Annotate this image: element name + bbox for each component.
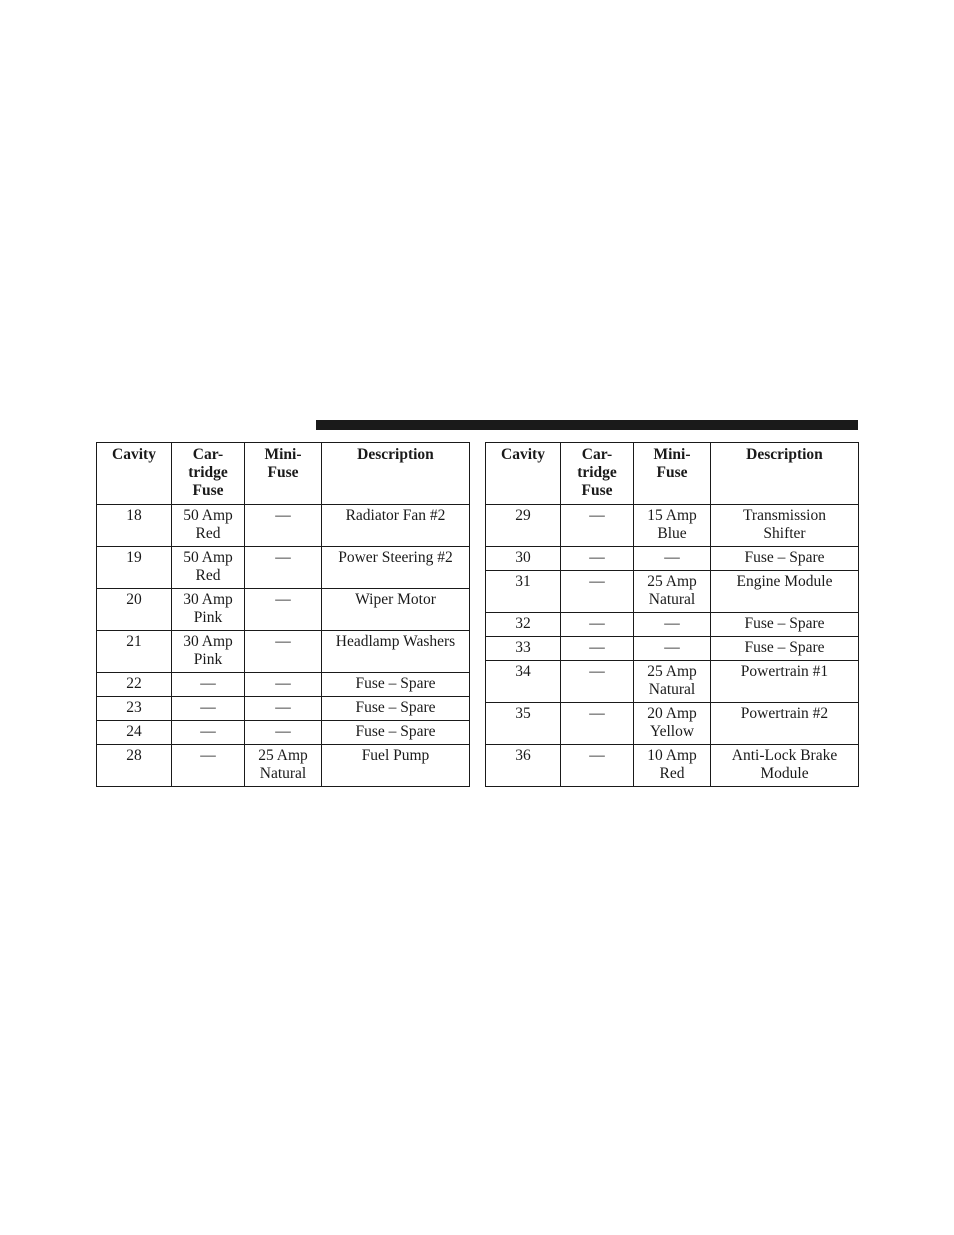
cavity-cell: 28: [97, 745, 172, 787]
cavity-cell: 18: [97, 505, 172, 547]
description-cell: Powertrain #1: [711, 661, 859, 703]
table-row: [97, 505, 470, 547]
mini-cell: 25 Amp Natural: [634, 571, 711, 613]
table-row: [97, 673, 470, 697]
table-row: [97, 697, 470, 721]
description-cell: Headlamp Washers: [322, 631, 470, 673]
cartridge-cell: —: [561, 613, 634, 637]
table-row: [97, 721, 470, 745]
cartridge-cell: —: [172, 721, 245, 745]
mini-cell: —: [245, 589, 322, 631]
mini-cell: 25 Amp Natural: [245, 745, 322, 787]
header-description: Description: [711, 443, 859, 505]
description-cell: Transmission Shifter: [711, 505, 859, 547]
table-row: [97, 631, 470, 673]
cavity-cell: 35: [486, 703, 561, 745]
cartridge-cell: 50 Amp Red: [172, 547, 245, 589]
table-row: [486, 745, 859, 787]
table-row: [486, 505, 859, 547]
cartridge-cell: —: [561, 745, 634, 787]
header-cavity: Cavity: [486, 443, 561, 505]
description-cell: Radiator Fan #2: [322, 505, 470, 547]
table-row: [97, 745, 470, 787]
cavity-cell: 22: [97, 673, 172, 697]
mini-cell: —: [245, 631, 322, 673]
cavity-cell: 21: [97, 631, 172, 673]
cavity-cell: 31: [486, 571, 561, 613]
cartridge-cell: —: [561, 571, 634, 613]
cavity-cell: 29: [486, 505, 561, 547]
fuse-table-right: [485, 442, 859, 787]
table-row: [486, 613, 859, 637]
description-cell: Power Steering #2: [322, 547, 470, 589]
mini-cell: —: [634, 547, 711, 571]
description-cell: Anti-Lock Brake Module: [711, 745, 859, 787]
description-cell: Fuse – Spare: [322, 697, 470, 721]
table-row: [486, 661, 859, 703]
cavity-cell: 34: [486, 661, 561, 703]
header-cartridge-fuse: Car- tridge Fuse: [561, 443, 634, 505]
mini-cell: —: [245, 721, 322, 745]
fuse-table-left: [96, 442, 470, 787]
cartridge-cell: —: [561, 703, 634, 745]
mini-cell: 15 Amp Blue: [634, 505, 711, 547]
mini-cell: —: [245, 673, 322, 697]
cartridge-cell: —: [172, 697, 245, 721]
cartridge-cell: 30 Amp Pink: [172, 589, 245, 631]
description-cell: Powertrain #2: [711, 703, 859, 745]
table-row: [97, 547, 470, 589]
header-row: [97, 443, 470, 505]
description-cell: Engine Module: [711, 571, 859, 613]
header-mini-fuse: Mini- Fuse: [634, 443, 711, 505]
cavity-cell: 36: [486, 745, 561, 787]
cavity-cell: 23: [97, 697, 172, 721]
mini-cell: 10 Amp Red: [634, 745, 711, 787]
description-cell: Wiper Motor: [322, 589, 470, 631]
mini-cell: —: [634, 637, 711, 661]
description-cell: Fuse – Spare: [711, 637, 859, 661]
mini-cell: 25 Amp Natural: [634, 661, 711, 703]
header-description: Description: [322, 443, 470, 505]
cavity-cell: 33: [486, 637, 561, 661]
cartridge-cell: —: [561, 547, 634, 571]
cartridge-cell: —: [561, 637, 634, 661]
header-row: [486, 443, 859, 505]
cartridge-cell: —: [172, 745, 245, 787]
description-cell: Fuse – Spare: [322, 721, 470, 745]
cartridge-cell: 30 Amp Pink: [172, 631, 245, 673]
table-row: [486, 637, 859, 661]
table-row: [486, 547, 859, 571]
cartridge-cell: —: [172, 673, 245, 697]
description-cell: Fuse – Spare: [711, 547, 859, 571]
description-cell: Fuse – Spare: [322, 673, 470, 697]
cavity-cell: 19: [97, 547, 172, 589]
cavity-cell: 30: [486, 547, 561, 571]
cavity-cell: 32: [486, 613, 561, 637]
cartridge-cell: —: [561, 661, 634, 703]
header-cartridge-fuse: Car- tridge Fuse: [172, 443, 245, 505]
mini-cell: 20 Amp Yellow: [634, 703, 711, 745]
description-cell: Fuel Pump: [322, 745, 470, 787]
mini-cell: —: [245, 505, 322, 547]
mini-cell: —: [634, 613, 711, 637]
header-cavity: Cavity: [97, 443, 172, 505]
cartridge-cell: —: [561, 505, 634, 547]
cartridge-cell: 50 Amp Red: [172, 505, 245, 547]
table-row: [486, 571, 859, 613]
description-cell: Fuse – Spare: [711, 613, 859, 637]
table-row: [486, 703, 859, 745]
header-mini-fuse: Mini- Fuse: [245, 443, 322, 505]
section-header-bar: [316, 420, 858, 430]
cavity-cell: 20: [97, 589, 172, 631]
mini-cell: —: [245, 547, 322, 589]
cavity-cell: 24: [97, 721, 172, 745]
table-row: [97, 589, 470, 631]
mini-cell: —: [245, 697, 322, 721]
